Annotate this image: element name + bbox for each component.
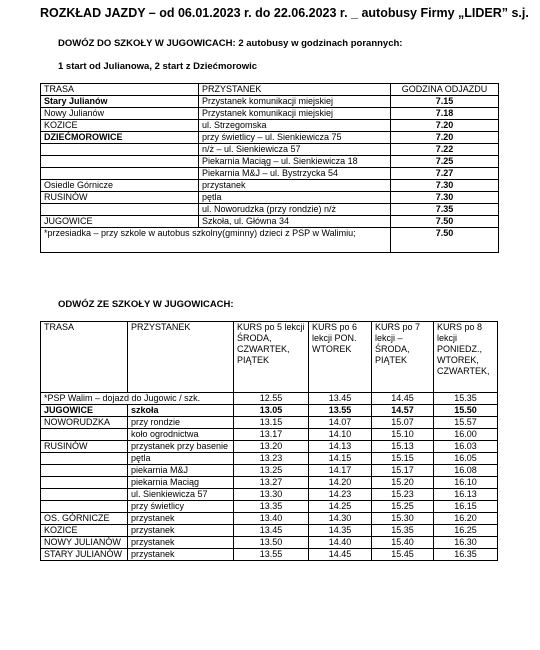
cell-time: 16.20 [434, 513, 498, 525]
header-kurs: KURS po 8 lekcji PONIEDZ., WTOREK, CZWARTEK, [434, 322, 498, 393]
table-row [41, 465, 498, 477]
section-title-odwoz: ODWÓZ ZE SZKOŁY W JUGOWICACH: [58, 299, 234, 310]
cell-time: 15.45 [372, 549, 434, 561]
cell-trasa [41, 465, 128, 477]
cell-time: 14.40 [309, 537, 372, 549]
cell-przystanek: przystanek [199, 180, 391, 192]
table-row [41, 525, 498, 537]
cell-time: 13.15 [234, 417, 309, 429]
header-trasa: TRASA [41, 322, 128, 393]
cell-time: 14.13 [309, 441, 372, 453]
header-przystanek: PRZYSTANEK [199, 84, 391, 96]
cell-godzina: 7.35 [391, 204, 499, 216]
table-row [41, 156, 499, 168]
cell-godzina: 7.20 [391, 132, 499, 144]
cell-przystanek: piekarnia M&J [128, 465, 234, 477]
cell-time: 16.13 [434, 489, 498, 501]
cell-time: 15.15 [372, 453, 434, 465]
cell-trasa: DZIEĆMOROWICE [41, 132, 199, 144]
table-note-row [41, 228, 499, 253]
table-row [41, 180, 499, 192]
cell-time: 15.35 [372, 525, 434, 537]
cell-trasa [41, 501, 128, 513]
cell-przystanek: ul. Noworudzka (przy rondzie) n/ż [199, 204, 391, 216]
cell-time: 15.07 [372, 417, 434, 429]
table-header-row [41, 84, 499, 96]
cell-time: 13.45 [309, 393, 372, 405]
cell-time: 15.10 [372, 429, 434, 441]
cell-time: 15.23 [372, 489, 434, 501]
table-row [41, 144, 499, 156]
cell-time: 13.55 [309, 405, 372, 417]
table-row [41, 96, 499, 108]
cell-godzina: 7.30 [391, 192, 499, 204]
cell-time: 16.00 [434, 429, 498, 441]
cell-godzina: 7.18 [391, 108, 499, 120]
section-subtitle-starts: 1 start od Julianowa, 2 start z Dziećmorowic [58, 61, 258, 72]
table-note-row [41, 393, 498, 405]
table-row [41, 453, 498, 465]
cell-trasa: JUGOWICE [41, 405, 128, 417]
cell-trasa [41, 156, 199, 168]
odwoz-table [40, 321, 498, 561]
cell-time: 13.55 [234, 549, 309, 561]
note-text: *przesiadka – przy szkole w autobus szkolny(gminny) dzieci z PSP w Walimiu; [41, 228, 391, 253]
cell-trasa: RUSINÓW [41, 192, 199, 204]
page-title: ROZKŁAD JAZDY – od 06.01.2023 r. do 22.06.2023 r. _ autobusy Firmy „LIDER” s.j. [40, 6, 529, 20]
cell-time: 14.15 [309, 453, 372, 465]
cell-przystanek: przystanek przy basenie [128, 441, 234, 453]
cell-trasa: NOWORUDZKA [41, 417, 128, 429]
cell-trasa [41, 489, 128, 501]
cell-time: 15.50 [434, 405, 498, 417]
cell-trasa: JUGOWICE [41, 216, 199, 228]
header-przystanek: PRZYSTANEK [128, 322, 234, 393]
cell-time: 16.35 [434, 549, 498, 561]
table-row [41, 108, 499, 120]
cell-time: 13.35 [234, 501, 309, 513]
cell-trasa: NOWY JULIANÓW [41, 537, 128, 549]
cell-przystanek: n/ż – ul. Sienkiewicza 57 [199, 144, 391, 156]
cell-godzina: 7.25 [391, 156, 499, 168]
cell-przystanek: przystanek [128, 537, 234, 549]
cell-przystanek: Szkoła, ul. Główna 34 [199, 216, 391, 228]
cell-przystanek: pętla [128, 453, 234, 465]
cell-time: 13.17 [234, 429, 309, 441]
cell-time: 15.57 [434, 417, 498, 429]
cell-trasa: Nowy Julianów [41, 108, 199, 120]
table-row [41, 132, 499, 144]
cell-godzina: 7.15 [391, 96, 499, 108]
cell-time: 14.07 [309, 417, 372, 429]
cell-godzina: 7.27 [391, 168, 499, 180]
header-kurs: KURS po 6 lekcji PON. WTOREK [309, 322, 372, 393]
cell-godzina: 7.50 [391, 216, 499, 228]
note-time: 7.50 [391, 228, 499, 253]
table-row [41, 513, 498, 525]
cell-time: 15.35 [434, 393, 498, 405]
table-row [41, 192, 499, 204]
table-row [41, 216, 499, 228]
cell-trasa: Stary Julianów [41, 96, 199, 108]
cell-time: 13.30 [234, 489, 309, 501]
cell-godzina: 7.30 [391, 180, 499, 192]
table-header-row [41, 322, 498, 393]
cell-przystanek: przy rondzie [128, 417, 234, 429]
cell-przystanek: ul. Sienkiewicza 57 [128, 489, 234, 501]
cell-przystanek: pętla [199, 192, 391, 204]
cell-time: 15.30 [372, 513, 434, 525]
cell-przystanek: ul. Strzegomska [199, 120, 391, 132]
cell-time: 16.03 [434, 441, 498, 453]
header-kurs: KURS po 5 lekcji ŚRODA, CZWARTEK, PIĄTEK [234, 322, 309, 393]
cell-time: 15.25 [372, 501, 434, 513]
cell-time: 16.25 [434, 525, 498, 537]
cell-time: 13.40 [234, 513, 309, 525]
table-row [41, 501, 498, 513]
cell-time: 13.20 [234, 441, 309, 453]
cell-trasa: OS. GÓRNICZE [41, 513, 128, 525]
cell-time: 14.17 [309, 465, 372, 477]
table-row [41, 537, 498, 549]
cell-trasa [41, 453, 128, 465]
cell-trasa [41, 168, 199, 180]
cell-time: 15.20 [372, 477, 434, 489]
header-godzina: GODZINA ODJAZDU [391, 84, 499, 96]
cell-godzina: 7.22 [391, 144, 499, 156]
cell-trasa [41, 204, 199, 216]
cell-trasa [41, 144, 199, 156]
cell-przystanek: przy świetlicy [128, 501, 234, 513]
dowoz-table [40, 83, 499, 253]
cell-time: 15.17 [372, 465, 434, 477]
cell-time: 13.45 [234, 525, 309, 537]
cell-time: 13.50 [234, 537, 309, 549]
cell-trasa: KOZICE [41, 525, 128, 537]
cell-time: 13.23 [234, 453, 309, 465]
cell-time: 16.05 [434, 453, 498, 465]
table-row [41, 405, 498, 417]
table-row [41, 429, 498, 441]
cell-trasa: Osiedle Górnicze [41, 180, 199, 192]
table-row [41, 417, 498, 429]
cell-time: 14.45 [309, 549, 372, 561]
cell-time: 12.55 [234, 393, 309, 405]
cell-trasa: STARY JULIANÓW [41, 549, 128, 561]
cell-trasa [41, 477, 128, 489]
table-row [41, 120, 499, 132]
cell-przystanek: Przystanek komunikacji miejskiej [199, 96, 391, 108]
cell-time: 13.05 [234, 405, 309, 417]
cell-time: 13.25 [234, 465, 309, 477]
table-row [41, 477, 498, 489]
cell-time: 14.30 [309, 513, 372, 525]
cell-przystanek: przystanek [128, 525, 234, 537]
cell-trasa: RUSINÓW [41, 441, 128, 453]
cell-przystanek: przy świetlicy – ul. Sienkiewicza 75 [199, 132, 391, 144]
cell-time: 14.45 [372, 393, 434, 405]
cell-przystanek: koło ogrodnictwa [128, 429, 234, 441]
cell-time: 16.10 [434, 477, 498, 489]
cell-time: 14.57 [372, 405, 434, 417]
cell-przystanek: przystanek [128, 549, 234, 561]
cell-time: 16.30 [434, 537, 498, 549]
cell-przystanek: szkoła [128, 405, 234, 417]
cell-time: 13.27 [234, 477, 309, 489]
table-row [41, 549, 498, 561]
cell-godzina: 7.20 [391, 120, 499, 132]
header-trasa: TRASA [41, 84, 199, 96]
cell-time: 16.08 [434, 465, 498, 477]
cell-trasa: KOZICE [41, 120, 199, 132]
table-row [41, 441, 498, 453]
cell-time: 14.10 [309, 429, 372, 441]
cell-time: 15.40 [372, 537, 434, 549]
cell-time: 14.25 [309, 501, 372, 513]
cell-time: 16.15 [434, 501, 498, 513]
cell-trasa [41, 429, 128, 441]
cell-przystanek: piekarnia Maciąg [128, 477, 234, 489]
header-kurs: KURS po 7 lekcji – ŚRODA, PIĄTEK [372, 322, 434, 393]
cell-time: 14.23 [309, 489, 372, 501]
cell-time: 14.35 [309, 525, 372, 537]
cell-przystanek: Piekarnia Maciąg – ul. Sienkiewicza 18 [199, 156, 391, 168]
note-text: *PSP Walim – dojazd do Jugowic / szk. [41, 393, 234, 405]
cell-time: 15.13 [372, 441, 434, 453]
section-title-dowoz: DOWÓZ DO SZKOŁY W JUGOWICACH: 2 autobusy w godzinach porannych: [58, 38, 403, 49]
table-row [41, 489, 498, 501]
cell-time: 14.20 [309, 477, 372, 489]
cell-przystanek: Przystanek komunikacji miejskiej [199, 108, 391, 120]
cell-przystanek: przystanek [128, 513, 234, 525]
table-row [41, 204, 499, 216]
cell-przystanek: Piekarnia M&J – ul. Bystrzycka 54 [199, 168, 391, 180]
table-row [41, 168, 499, 180]
